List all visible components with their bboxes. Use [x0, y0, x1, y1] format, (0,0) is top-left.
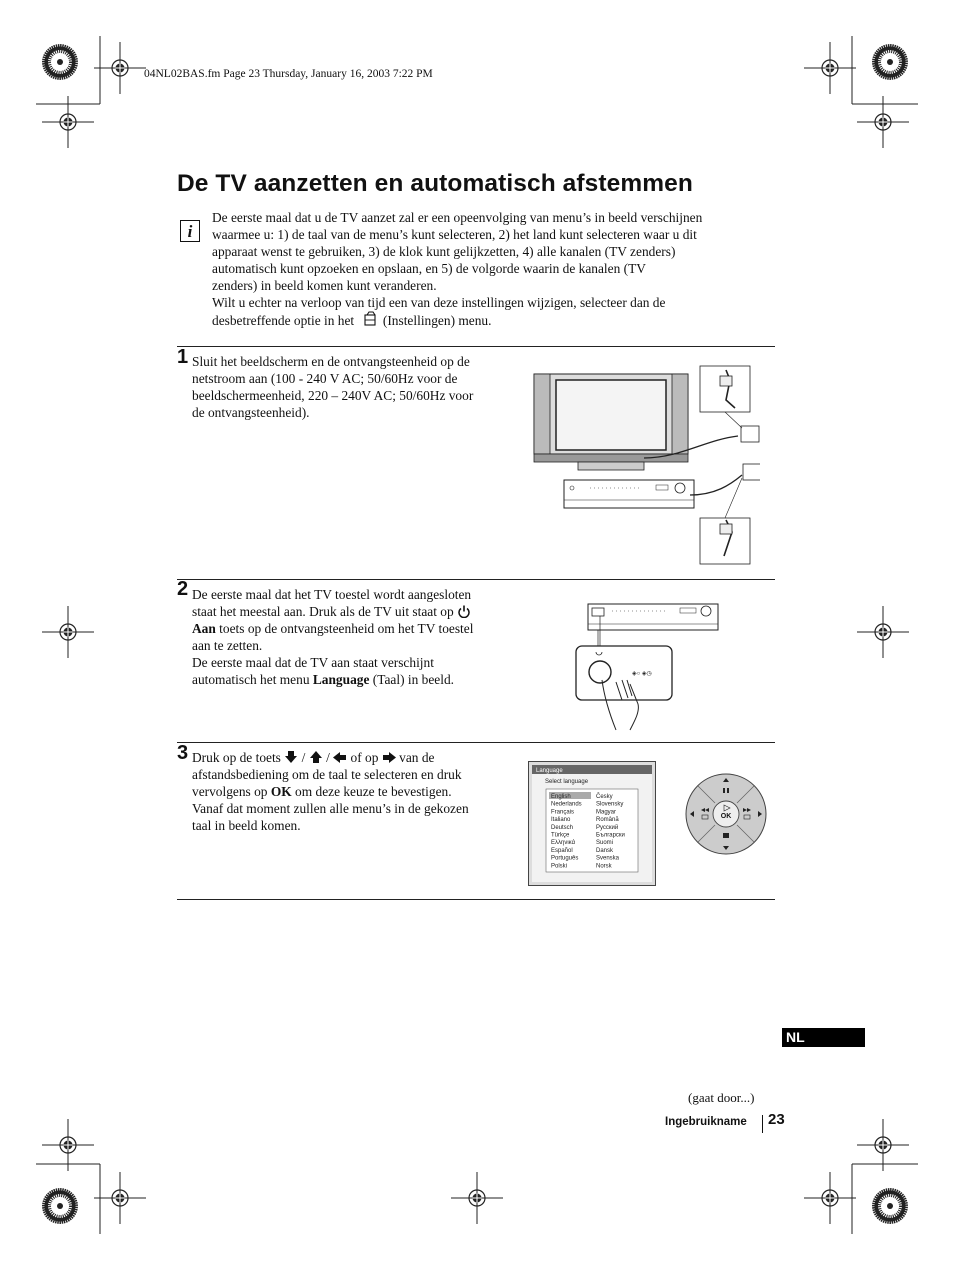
intro-paragraph: [212, 209, 777, 329]
file-info-header: 04NL02BAS.fm Page 23 Thursday, January 16, 2003 7:22 PM: [144, 68, 433, 80]
language-option[interactable]: Română: [596, 817, 619, 824]
language-option[interactable]: Magyar: [596, 809, 617, 816]
language-option[interactable]: Nederlands: [551, 801, 582, 808]
remote-navigation-pad: [684, 772, 768, 856]
intro-line: apparaat wenst te gebruiken, 3) de klok kunt gelijkzetten, 4) alle kanalen (TV zenders): [212, 244, 676, 259]
step-3-text: Druk op de toets / / of op van de afstandsbediening om de taal te selecteren en druk vervolgens op OK om deze keuze te bevestigen. Vanaf dat moment zullen alle menu’s in de gekozen taal in beeld komen.: [192, 750, 469, 833]
intro-line: waarmee u: 1) de taal van de menu’s kunt selecteren, 2) het land kunt selecteren waar u dit: [212, 227, 697, 242]
language-option[interactable]: Français: [551, 809, 575, 816]
language-option[interactable]: Italiano: [551, 817, 571, 824]
ok-button-label: OK: [720, 813, 732, 820]
continued-note: (gaat door...): [688, 1090, 755, 1105]
menu-subtitle: Select language: [545, 779, 589, 785]
language-option[interactable]: Dansk: [596, 847, 614, 854]
language-option[interactable]: Türkçe: [551, 832, 570, 839]
page-number: 23: [768, 1111, 785, 1128]
intro-line: zenders) in beeld komen kunt veranderen.: [212, 278, 437, 293]
language-option[interactable]: Norsk: [596, 863, 612, 870]
arrow-left-icon: [333, 751, 347, 764]
intro-line: desbetreffende optie in het (Instellingen) menu.: [212, 313, 492, 328]
settings-toolbox-icon: [358, 311, 380, 327]
intro-line: De eerste maal dat u de TV aanzet zal er een opeenvolging van menu’s in beeld verschijnen: [212, 210, 703, 225]
tv-connection-illustration: [530, 360, 760, 570]
language-option[interactable]: Български: [596, 832, 625, 839]
info-icon: i: [180, 220, 200, 242]
language-option[interactable]: Deutsch: [551, 824, 574, 831]
language-option[interactable]: Ελληνικά: [551, 840, 576, 847]
language-tab-nl: NL: [782, 1028, 865, 1047]
language-option[interactable]: Slovensky: [596, 801, 624, 808]
language-option[interactable]: Español: [551, 847, 573, 854]
arrow-up-icon: [309, 751, 323, 764]
intro-line: Wilt u echter na verloop van tijd een van deze instellingen wijzigen, selecteer dan de: [212, 295, 666, 310]
step-number: 1: [177, 346, 189, 368]
footer-section-name: Ingebruikname: [665, 1116, 747, 1128]
arrow-right-icon: [382, 751, 396, 764]
language-option[interactable]: Português: [551, 855, 579, 862]
footer-divider: [762, 1115, 763, 1133]
receiver-power-illustration: [572, 600, 722, 735]
language-option[interactable]: Svenska: [596, 855, 620, 862]
page-title: De TV aanzetten en automatisch afstemmen: [177, 170, 693, 197]
intro-line: automatisch kunt opzoeken en opslaan, en 5) de volgorde waarin de kanalen (TV: [212, 261, 646, 276]
language-option[interactable]: Suomi: [596, 840, 614, 847]
divider: [177, 346, 775, 347]
divider: [177, 742, 775, 743]
language-menu-screen: [528, 761, 656, 886]
arrow-down-icon: [284, 751, 298, 764]
svg-text:◈○ ◈◷: ◈○ ◈◷: [632, 671, 652, 677]
language-option[interactable]: Русский: [596, 824, 619, 831]
step-1-text: Sluit het beeldscherm en de ontvangsteenheid op de netstroom aan (100 - 240 V AC; 50/60Hz voor de beeldschermeenheid, 220 – 240V AC; 50/60Hz voor de ontvangsteenheid).: [192, 354, 474, 420]
language-option[interactable]: English: [551, 794, 571, 800]
language-option[interactable]: Česky: [596, 794, 613, 800]
step-2-text: De eerste maal dat het TV toestel wordt aangesloten staat het meestal aan. Druk als de TV uit staat op Aan toets op de ontvangsteenheid om het TV toestel aan te zetten. De eerste maal dat de TV aan staat verschijnt automatisch het menu Language (Taal) in beeld.: [192, 587, 474, 687]
divider: [177, 899, 775, 900]
language-option[interactable]: Polski: [551, 863, 568, 870]
step-number: 2: [177, 578, 189, 600]
power-icon: [457, 605, 471, 618]
step-number: 3: [177, 742, 189, 764]
menu-title: Language: [536, 768, 563, 774]
divider: [177, 579, 775, 580]
